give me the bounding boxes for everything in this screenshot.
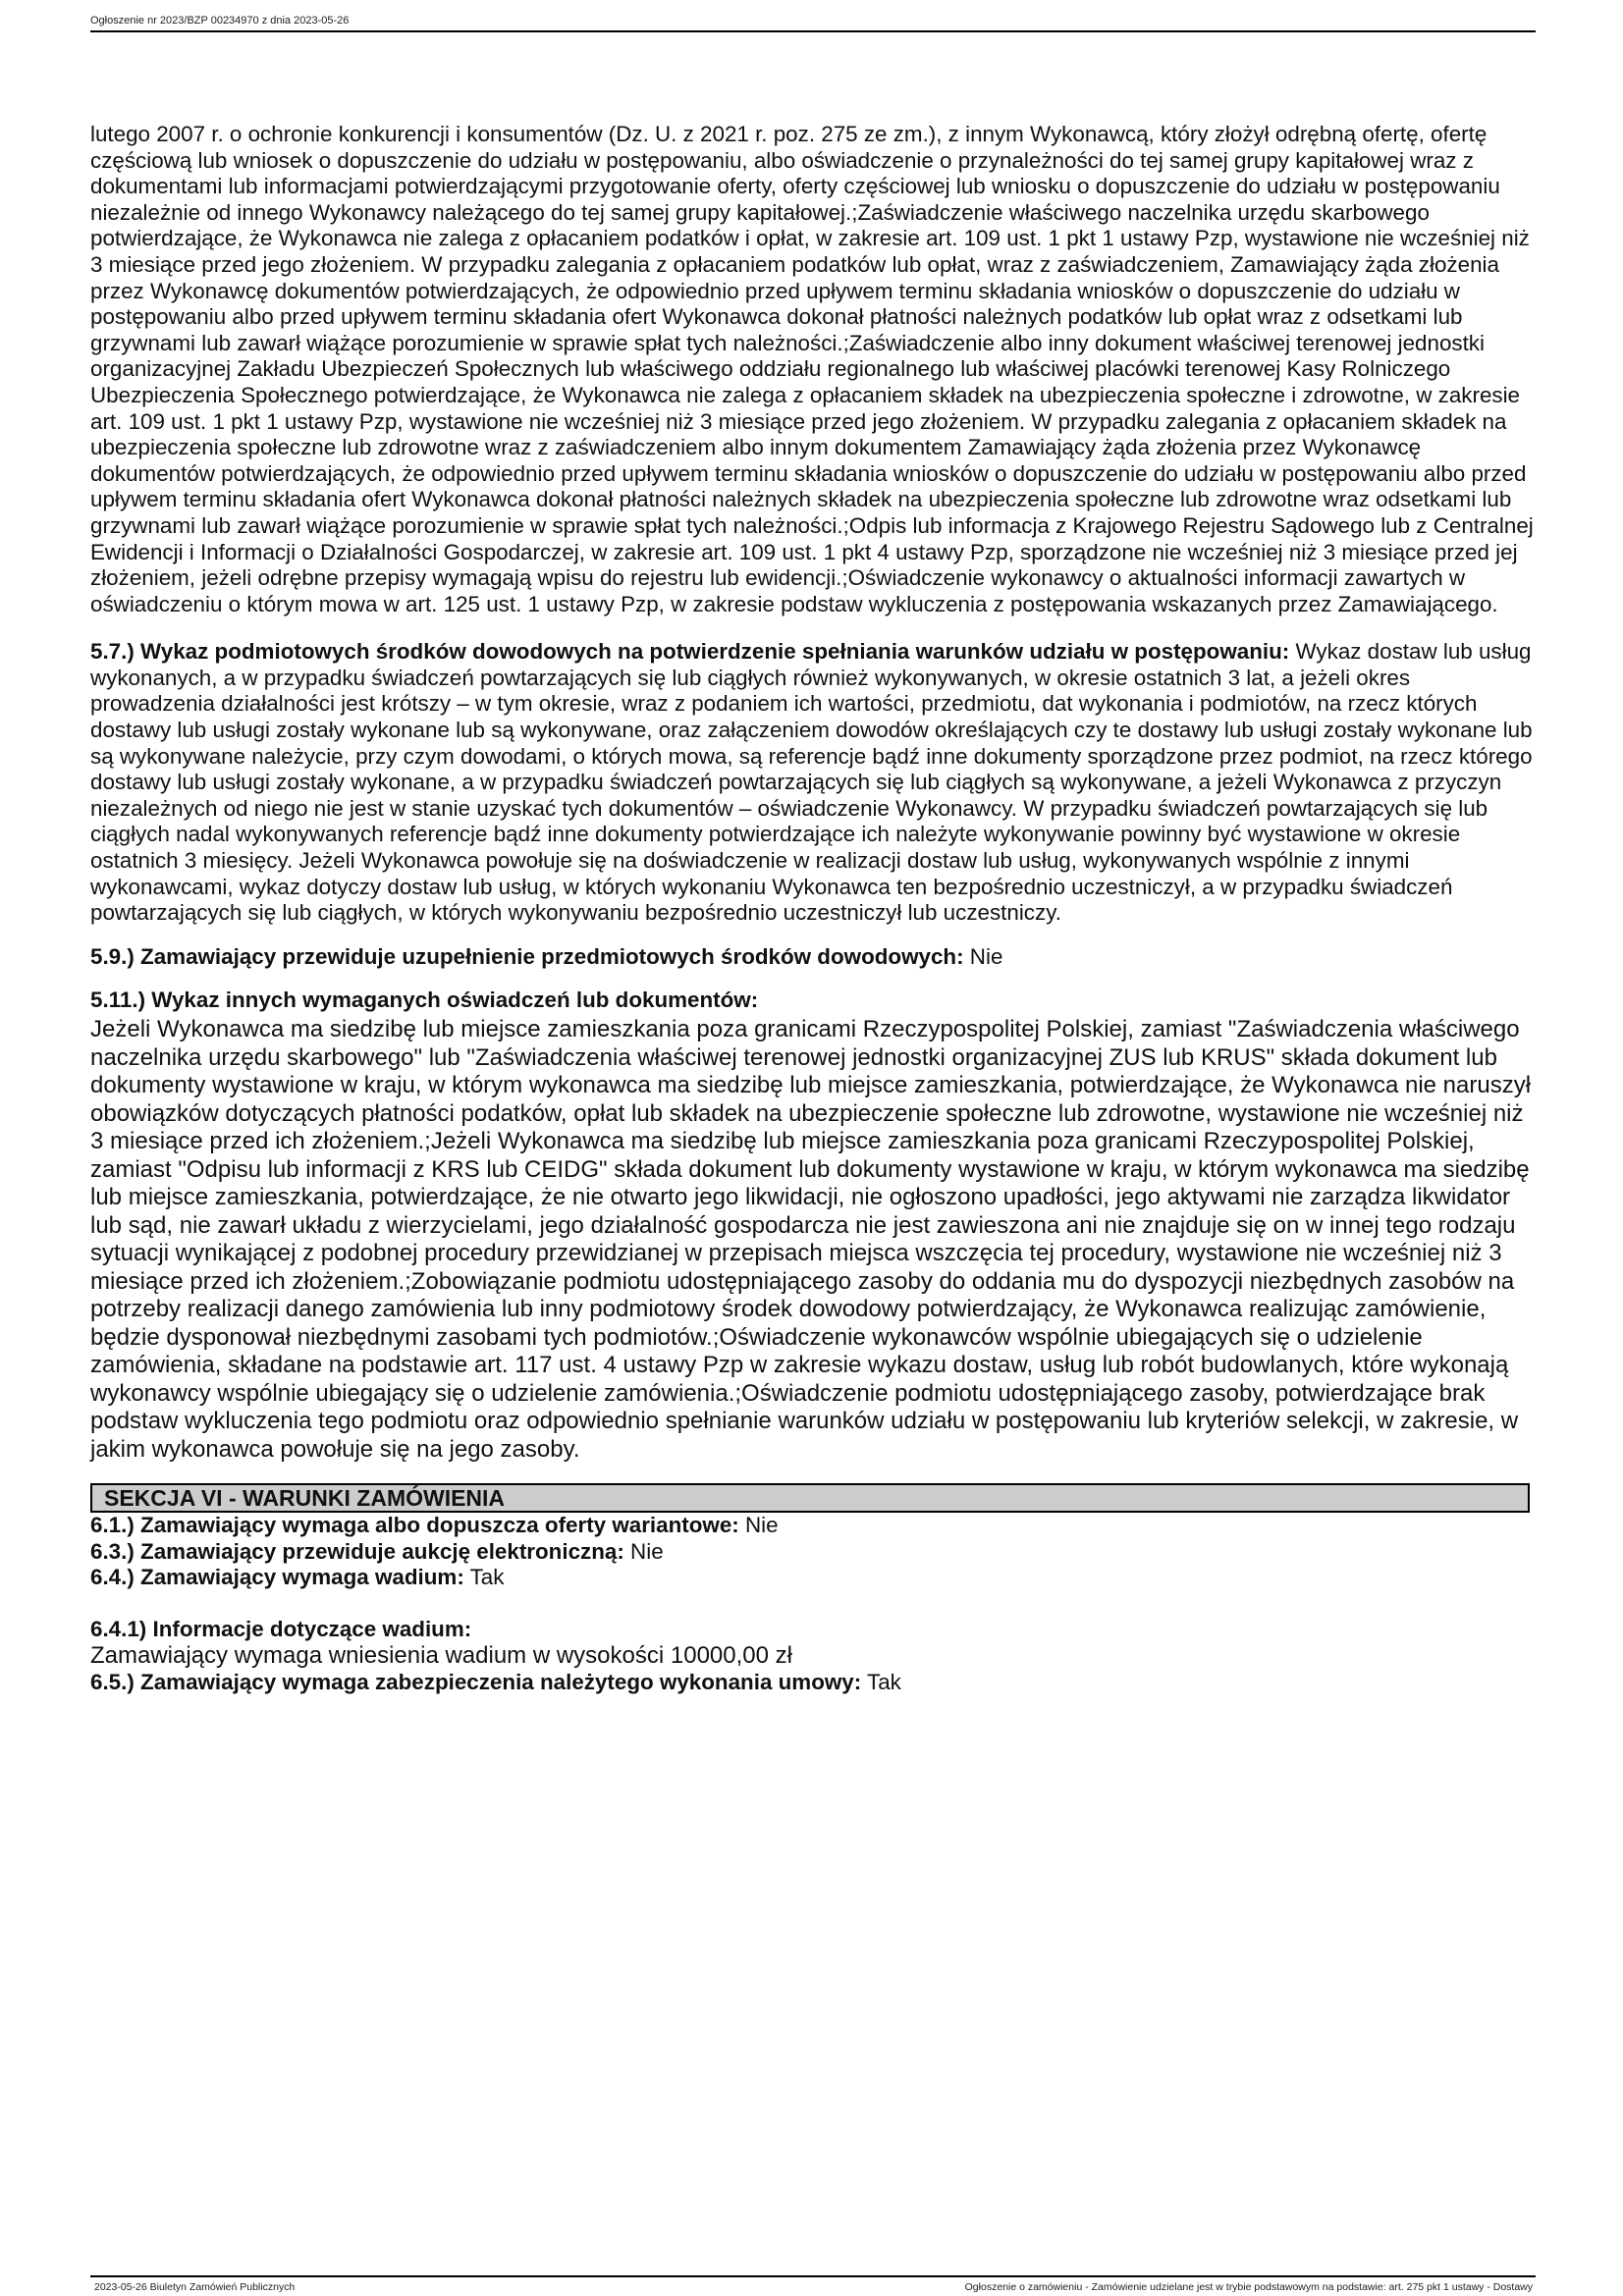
intro-paragraph: lutego 2007 r. o ochronie konkurencji i konsumentów (Dz. U. z 2021 r. poz. 275 ze zm.), z innym Wykonawcą, który złożył odrębną ofertę, ofertę częściową lub wniosek o dopuszczenie do udziału w postępowaniu, albo oświadczenie o przynależności do tej samej grupy kapitałowej wraz z dokumentami lub informacjami potwierdzającymi przygotowanie oferty, oferty częściowej lub wniosku o dopuszczenie do udziału w postępowaniu niezależnie od innego Wykonawcy należącego do tej samej grupy kapitałowej.;Zaświadczenie właściwego naczelnika urzędu skarbowego potwierdzające, że Wykonawca nie zalega z opłacaniem podatków i opłat, w zakresie art. 109 ust. 1 pkt 1 ustawy Pzp, wystawione nie wcześniej niż 3 miesiące przed jego złożeniem. W przypadku zalegania z opłacaniem podatków lub opłat, wraz z zaświadczeniem, Zamawiający żąda złożenia przez Wykonawcę dokumentów potwierdzających, że odpowiednio przed upływem terminu składania wniosków o dopuszczenie do udziału w postępowaniu albo przed upływem terminu składania ofert Wykonawca dokonał płatności należnych podatków lub opłat wraz z odsetkami lub grzywnami lub zawarł wiążące porozumienie w sprawie spłat tych należności.;Zaświadczenie albo inny dokument właściwej terenowej jednostki organizacyjnej Zakładu Ubezpieczeń Społecznych lub właściwego oddziału regionalnego lub właściwej placówki terenowej Kasy Rolniczego Ubezpieczenia Społecznego potwierdzające, że Wykonawca nie zalega z opłacaniem składek na ubezpieczenia społeczne i zdrowotne, w zakresie art. 109 ust. 1 pkt 1 ustawy Pzp, wystawione nie wcześniej niż 3 miesiące przed jego złożeniem. W przypadku zalegania z opłacaniem składek na ubezpieczenia społeczne lub zdrowotne wraz z zaświadczeniem albo innym dokumentem Zamawiający żąda złożenia przez Wykonawcę dokumentów potwierdzających, że odpowiednio przed upływem terminu składania wniosków o dopuszczenie do udziału w postępowaniu albo przed upływem terminu składania ofert Wykonawca dokonał płatności należnych składek na ubezpieczenia społeczne lub zdrowotne wraz odsetkami lub grzywnami lub zawarł wiążące porozumienie w sprawie spłat tych należności.;Odpis lub informacja z Krajowego Rejestru Sądowego lub z Centralnej Ewidencji i Informacji o Działalności Gospodarczej, w zakresie art. 109 ust. 1 pkt 4 ustawy Pzp, sporządzone nie wcześniej niż 3 miesiące przed jej złożeniem, jeżeli odrębne przepisy wymagają wpisu do rejestru lub ewidencji.;Oświadczenie wykonawcy o aktualności informacji zawartych w oświadczeniu o którym mowa w art. 125 ust. 1 ustawy Pzp, w zakresie podstaw wykluczenia z postępowania wskazanych przez Zamawiającego. bbox=[90, 122, 1534, 616]
section-5-11-label bbox=[90, 988, 1536, 1014]
section-5-11-value: Jeżeli Wykonawca ma siedzibę lub miejsce zamieszkania poza granicami Rzeczypospolitej Polskiej, zamiast "Zaświadczenia właściwego naczelnika urzędu skarbowego" lub "Zaświadczenia właściwej terenowej jednostki organizacyjnej ZUS lub KRUS" składa dokument lub dokumenty wystawione w kraju, w którym wykonawca ma siedzibę lub miejsce zamieszkania, potwierdzające, że Wykonawca nie naruszył obowiązków dotyczących płatności podatków, opłat lub składek na ubezpieczenie społeczne lub zdrowotne, wystawione nie wcześniej niż 3 miesiące przed ich złożeniem.;Jeżeli Wykonawca ma siedzibę lub miejsce zamieszkania poza granicami Rzeczypospolitej Polskiej, zamiast "Odpisu lub informacji z KRS lub CEIDG" składa dokument lub dokumenty wystawione w kraju, w którym wykonawca ma siedzibę lub miejsce zamieszkania, potwierdzające, że nie otwarto jego likwidacji, nie ogłoszono upadłości, jego aktywami nie zarządza likwidator lub sąd, nie zawarł układu z wierzycielami, jego działalność gospodarcza nie jest zawieszona ani nie znajduje się on w innej tego rodzaju sytuacji wynikającej z podobnej procedury przewidzianej w przepisach miejsca wszczęcia tej procedury, wystawione nie wcześniej niż 3 miesiące przed ich złożeniem.;Zobowiązanie podmiotu udostępniającego zasoby do oddania mu do dyspozycji niezbędnych zasobów na potrzeby realizacji danego zamówienia lub inny podmiotowy środek dowodowy potwierdzający, że Wykonawca realizując zamówienie, będzie dysponował niezbędnymi zasobami tych podmiotów.;Oświadczenie wykonawców wspólnie ubiegających się o udzielenie zamówienia, składane na podstawie art. 117 ust. 4 ustawy Pzp w zakresie wykazu dostaw, usług lub robót budowlanych, które wykonają wykonawcy wspólnie ubiegający się o udzielenie zamówienia.;Oświadczenie podmiotu udostępniającego zasoby, potwierdzające brak podstaw wykluczenia tego podmiotu oraz odpowiednio spełnianie warunków udziału w postępowaniu lub kryteriów selekcji, w zakresie, w jakim wykonawca powołuje się na jego zasoby. bbox=[90, 1016, 1532, 1463]
section-5-7-label: 5.7.) Wykaz podmiotowych środków dowodowych na potwierdzenie spełniania warunków udziału w postępowaniu: bbox=[90, 639, 1290, 665]
section-6-5 bbox=[90, 1670, 1536, 1696]
section-6-3 bbox=[90, 1539, 1536, 1566]
section-6-4-value: Tak bbox=[463, 1565, 505, 1590]
section-5-7 bbox=[90, 639, 1536, 927]
section-6-1-value: Nie bbox=[738, 1513, 779, 1537]
document-body bbox=[90, 122, 1536, 1696]
section-5-9-label: 5.9.) Zamawiający przewiduje uzupełnienie przedmiotowych środków dowodowych: bbox=[90, 943, 964, 969]
section-5-11-label-text: 5.11.) Wykaz innych wymaganych oświadczeń lub dokumentów: bbox=[90, 988, 759, 1013]
section-5-9 bbox=[90, 944, 1536, 971]
section-6-4-1-label-text: 6.4.1) Informacje dotyczące wadium: bbox=[90, 1616, 472, 1641]
footer-divider bbox=[90, 2275, 1536, 2277]
section-6-4-1-label bbox=[90, 1617, 1536, 1643]
section-6-4-label: 6.4.) Zamawiający wymaga wadium: bbox=[90, 1565, 464, 1590]
section-6-4-1-value: Zamawiający wymaga wniesienia wadium w wysokości 10000,00 zł bbox=[90, 1642, 792, 1670]
footer-date-publication: 2023-05-26 Biuletyn Zamówień Publicznych bbox=[94, 2281, 296, 2293]
section-6-5-label: 6.5.) Zamawiający wymaga zabezpieczenia należytego wykonania umowy: bbox=[90, 1670, 862, 1695]
notice-reference-header: Ogłoszenie nr 2023/BZP 00234970 z dnia 2023-05-26 bbox=[90, 15, 350, 27]
section-6-5-value: Tak bbox=[861, 1670, 901, 1695]
section-6-3-value: Nie bbox=[623, 1538, 664, 1564]
section-6-3-label: 6.3.) Zamawiający przewiduje aukcję elektroniczną: bbox=[90, 1538, 624, 1564]
section-5-9-value: Nie bbox=[963, 943, 1003, 969]
section-vi-header: SEKCJA VI - WARUNKI ZAMÓWIENIA bbox=[90, 1483, 1530, 1513]
footer-notice-type: Ogłoszenie o zamówieniu - Zamówienie udzielane jest w trybie podstawowym na podstawie: art. 275 pkt 1 ustawy - Dostawy bbox=[964, 2281, 1533, 2293]
section-5-7-value: Wykaz dostaw lub usług wykonanych, a w przypadku świadczeń powtarzających się lub ciągłych również wykonywanych, w okresie ostatnich 3 lat, a jeżeli okres prowadzenia działalności jest krótszy – w tym okresie, wraz z podaniem ich wartości, przedmiotu, dat wykonania i podmiotów, na rzecz których dostawy lub usługi zostały wykonane lub są wykonywane, oraz załączeniem dowodów określających czy te dostawy lub usługi zostały wykonane lub są wykonywane należycie, przy czym dowodami, o których mowa, są referencje bądź inne dokumenty sporządzone przez podmiot, na rzecz którego dostawy lub usługi zostały wykonane, a w przypadku świadczeń powtarzających się lub ciągłych są wykonywane, a jeżeli Wykonawca z przyczyn niezależnych od niego nie jest w stanie uzyskać tych dokumentów – oświadczenie Wykonawcy. W przypadku świadczeń powtarzających się lub ciągłych nadal wykonywanych referencje bądź inne dokumenty potwierdzające ich należyte wykonywanie powinny być wystawione w okresie ostatnich 3 miesięcy. Jeżeli Wykonawca powołuje się na doświadczenie w realizacji dostaw lub usług, wykonywanych wspólnie z innymi wykonawcami, wykaz dotyczy dostaw lub usług, w których wykonaniu Wykonawca ten bezpośrednio uczestniczył, a w przypadku świadczeń powtarzających się lub ciągłych, w których wykonywaniu bezpośrednio uczestniczył lub uczestniczy. bbox=[90, 639, 1533, 926]
section-6-1-label: 6.1.) Zamawiający wymaga albo dopuszcza oferty wariantowe: bbox=[90, 1513, 739, 1537]
section-6-4 bbox=[90, 1565, 1536, 1591]
header-divider bbox=[90, 30, 1536, 32]
section-6-1 bbox=[90, 1513, 1536, 1539]
